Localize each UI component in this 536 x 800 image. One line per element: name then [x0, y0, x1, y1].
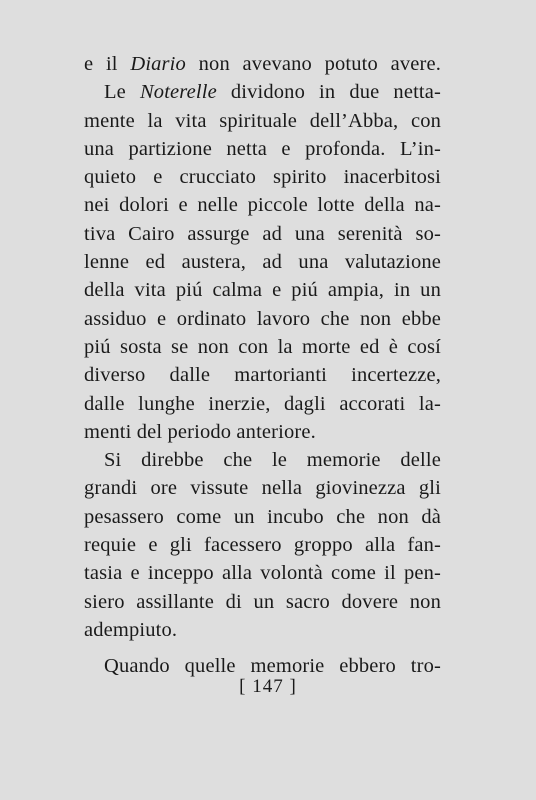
paragraph-start-line: Le Noterelle dividono in due netta- — [104, 81, 441, 104]
text-line: lenne ed austera, ad una valutazione — [84, 251, 441, 274]
page-number: [ 147 ] — [239, 676, 297, 697]
text-line: grandi ore vissute nella giovinezza gli — [84, 477, 441, 500]
paragraph-start-line: Si direbbe che le memorie delle — [104, 449, 441, 472]
text-line: della vita piú calma e piú ampia, in un — [84, 279, 441, 302]
text-line: pesassero come un incubo che non dà — [84, 505, 441, 528]
text-line: assiduo e ordinato lavoro che non ebbe — [84, 307, 441, 330]
text-line: dalle lunghe inerzie, dagli accorati la- — [84, 392, 441, 415]
text-line: e il Diario non avevano potuto avere. — [84, 53, 441, 75]
text-line: piú sosta se non con la morte ed è cosí — [84, 335, 441, 358]
paragraph-end-line: menti del periodo anteriore. — [84, 420, 316, 443]
body-text — [84, 50, 441, 681]
text-line: diverso dalle martorianti incertezze, — [84, 364, 441, 387]
text-line: tiva Cairo assurge ad una serenità so- — [84, 222, 441, 245]
text-line: requie e gli facessero groppo alla fan- — [84, 534, 441, 557]
text-line: tasia e inceppo alla volontà come il pen- — [84, 562, 441, 585]
paragraph-end-line: adempiuto. — [84, 618, 178, 641]
text-line: nei dolori e nelle piccole lotte della na- — [84, 194, 441, 217]
text-line: una partizione netta e profonda. L’in- — [84, 137, 441, 160]
text-line: mente la vita spirituale dell’Abba, con — [84, 109, 441, 132]
text-line: quieto e crucciato spirito inacerbitosi — [84, 166, 441, 189]
paragraph-start-line: Quando quelle memorie ebbero tro- — [104, 655, 441, 678]
text-line: siero assillante di un sacro dovere non — [84, 590, 441, 613]
